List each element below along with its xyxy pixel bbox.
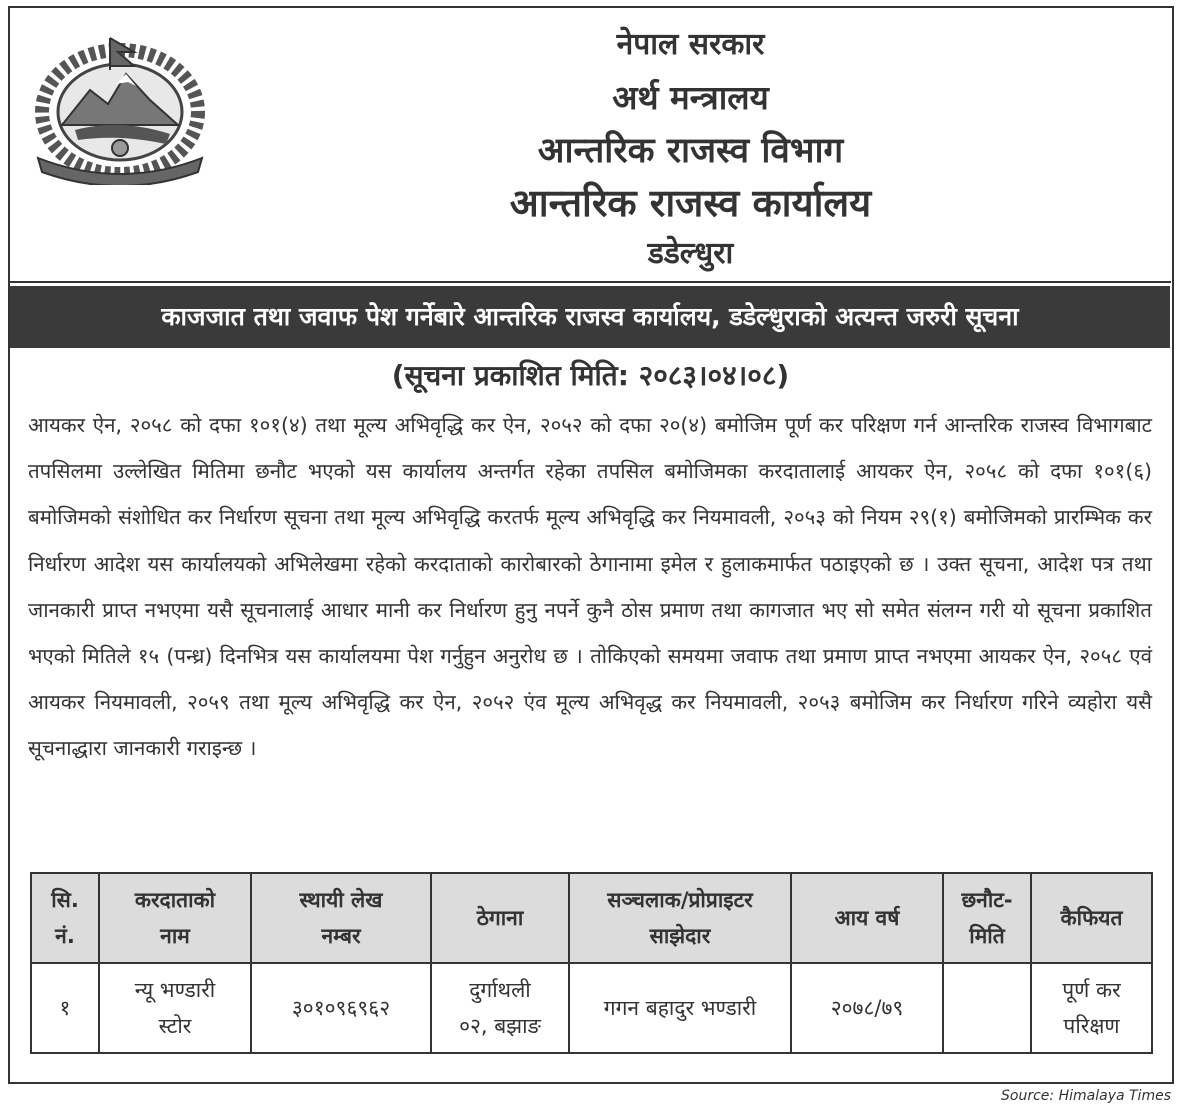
notice-title: काजजात तथा जवाफ पेश गर्नेबारे आन्तरिक राजस्व कार्यालय, डडेल्धुराको अत्यन्त जरुरी सूचना — [10, 286, 1170, 348]
column-header-serial: सि. नं. — [31, 873, 99, 963]
cell-taxpayer-name: न्यू भण्डारी स्टोर — [99, 963, 251, 1053]
notice-body: आयकर ऐन, २०५८ को दफा १०१(४) तथा मूल्य अभिवृद्धि कर ऐन, २०५२ को दफा २०(४) बमोजिम पूर्ण कर परिक्षण गर्न आन्तरिक राजस्व विभागबाट तपसिलमा उल्लेखित मितिमा छनौट भएको यस कार्यालय अन्तर्गत रहेका तपसिल बमोजिमका करदातालाई आयकर ऐन, २०५८ को दफा १०१(६) बमोजिमको संशोधित कर निर्धारण सूचना तथा मूल्य अभिवृद्धि करतर्फ मूल्य अभिवृद्धि कर नियमावली, २०५३ को नियम २९(१) बमोजिमको प्रारम्भिक कर निर्धारण आदेश यस कार्यालयको अभिलेखमा रहेको करदाताको कारोबारको ठेगानामा इमेल र हुलाकमार्फत पठाइएको छ । उक्त सूचना, आदेश पत्र तथा जानकारी प्राप्त नभएमा यसै सूचनालाई आधार मानी कर निर्धारण हुनु नपर्ने कुनै ठोस प्रमाण तथा कागजात भए सो समेत संलग्न गरी यो सूचना प्रकाशित भएको मितिले १५ (पन्ध्र) दिनभित्र यस कार्यालयमा पेश गर्नुहुन अनुरोध छ । तोकिएको समयमा जवाफ तथा प्रमाण प्राप्त नभएमा आयकर ऐन, २०५८ एवं आयकर नियमावली, २०५९ तथा मूल्य अभिवृद्धि कर ऐन, २०५२ एंव मूल्य अभिवृद्ध कर नियमावली, २०५३ बमोजिम कर निर्धारण गरिने व्यहोरा यसै सूचनाद्धारा जानकारी गराइन्छ । — [28, 413, 1152, 761]
table-row — [31, 963, 1152, 1053]
cell-selection-date — [943, 963, 1031, 1053]
cell-serial: १ — [31, 963, 99, 1053]
office-name: आन्तरिक राजस्व कार्यालय — [509, 181, 872, 225]
taxpayer-table — [30, 872, 1153, 1054]
column-header-taxpayer-name: करदाताको नाम — [99, 873, 251, 963]
cell-proprietor: गगन बहादुर भण्डारी — [569, 963, 791, 1053]
column-header-selection-date: छनौट- मिति — [943, 873, 1031, 963]
column-header-address: ठेगाना — [431, 873, 569, 963]
cell-pan: ३०१०९६९६२ — [251, 963, 431, 1053]
publish-date: (सूचना प्रकाशित मिति: २०८३।०४।०८) — [391, 359, 790, 392]
department-name: आन्तरिक राजस्व विभाग — [537, 131, 844, 171]
district-name: डडेल्धुरा — [647, 236, 734, 271]
cell-remarks: पूर्ण कर परिक्षण — [1031, 963, 1152, 1053]
column-header-pan: स्थायी लेख नम्बर — [251, 873, 431, 963]
nepal-government-emblem-icon — [30, 30, 210, 185]
header-divider — [10, 281, 1171, 283]
column-header-proprietor: सञ्चलाक/प्रोप्राइटर साझेदार — [569, 873, 791, 963]
column-header-fiscal-year: आय वर्ष — [791, 873, 943, 963]
source-credit: Source: Himalaya Times — [1001, 1088, 1171, 1104]
government-name: नेपाल सरकार — [616, 27, 765, 62]
cell-fiscal-year: २०७८/७९ — [791, 963, 943, 1053]
column-header-remarks: कैफियत — [1031, 873, 1152, 963]
table-header-row — [31, 873, 1152, 963]
cell-address: दुर्गाथली ०२, बझाङ — [431, 963, 569, 1053]
ministry-name: अर्थ मन्त्रालय — [612, 78, 769, 117]
